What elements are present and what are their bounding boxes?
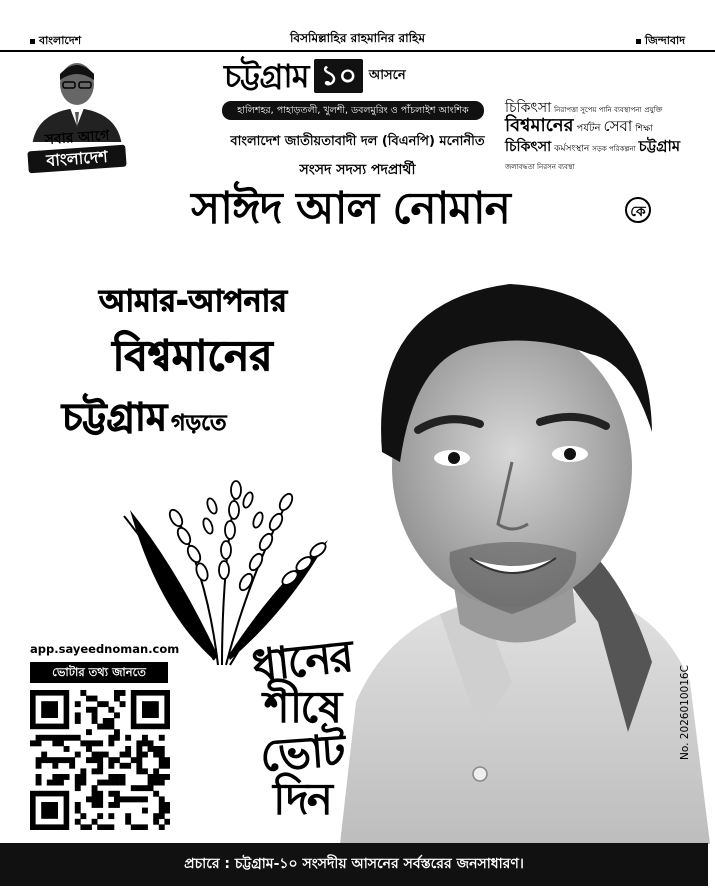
campaign-website[interactable]: app.sayeednoman.com — [30, 642, 180, 656]
leader-badge-text: সবার আগে বাংলাদেশ — [28, 128, 126, 178]
candidate-post: সংসদ সদস্য পদপ্রার্থী — [299, 162, 416, 178]
vote-appeal-line-1: ধানের — [249, 630, 355, 693]
slogan-line-3-small: গড়তে — [171, 411, 227, 436]
vote-appeal-line-2: শীষে — [263, 682, 341, 733]
word-cloud-term: প্রযুক্তি — [644, 106, 663, 114]
vote-appeal-line-3: ভোট — [258, 725, 346, 782]
candidate-name: সাঈদ আল নোমান — [191, 183, 510, 234]
header-divider — [0, 50, 715, 52]
word-cloud-term: পর্যটন — [576, 123, 601, 135]
word-cloud-term: সেবা — [603, 117, 633, 136]
seat-logo — [224, 56, 406, 96]
word-cloud-term: নিরাপত্তা সুপেয় পানি ব্যবস্থাপনা — [554, 106, 642, 114]
word-cloud-term: বিশ্বমানের — [505, 115, 574, 137]
publication-reference: No. 2026010016C — [679, 665, 691, 760]
word-cloud-term: জলাবদ্ধতা নিরসন ব্যবস্থা — [505, 163, 575, 172]
slogan-line-2: বিশ্বমানের — [112, 331, 273, 380]
seat-suffix: আসনে — [368, 67, 406, 83]
basmala-text: বিসমিল্লাহির রাহমানির রাহিম — [289, 31, 426, 45]
slogan-line-1: আমার-আপনার — [99, 284, 287, 319]
seat-city: চট্টগ্রাম — [224, 57, 309, 95]
candidate-portrait — [330, 262, 710, 844]
qr-label: ভোটার তথ্য জানতে — [30, 662, 168, 683]
header-left-label: বাংলাদেশ — [30, 32, 81, 51]
word-cloud-term: শিক্ষা — [635, 124, 654, 135]
vote-appeal-block — [232, 632, 372, 832]
footer-banner: প্রচারে : চট্টগ্রাম-১০ সংসদীয় আসনের সর্বস্তরের জনসাধারণ। — [0, 843, 708, 886]
slogan-line-3 — [62, 392, 227, 442]
slogan-line-3-big: চট্টগ্রাম — [62, 395, 168, 439]
symbol-mark: কে — [625, 197, 651, 223]
header-right-label: জিন্দাবাদ — [636, 32, 685, 51]
vote-appeal-line-4: দিন — [273, 774, 331, 825]
word-cloud-term: কর্মসংস্থান — [554, 144, 590, 155]
voter-info-qr-code[interactable] — [30, 690, 170, 830]
development-word-cloud — [505, 98, 695, 174]
party-nomination-line: বাংলাদেশ জাতীয়তাবাদী দল (বিএনপি) মনোনীত — [230, 134, 485, 149]
word-cloud-term: সড়ক পরিকল্পনা — [592, 145, 636, 154]
word-cloud-term: চিকিৎসা — [505, 100, 552, 116]
seat-number-box: ১০ — [314, 59, 362, 93]
word-cloud-term: চিকিৎসা — [505, 139, 552, 156]
seat-areas: হালিশহর, পাহাড়তলী, খুলশী, ডবলমুরিং ও পাঁচলাইশ আংশিক — [222, 101, 484, 120]
word-cloud-term: চট্টগ্রাম — [638, 137, 681, 156]
